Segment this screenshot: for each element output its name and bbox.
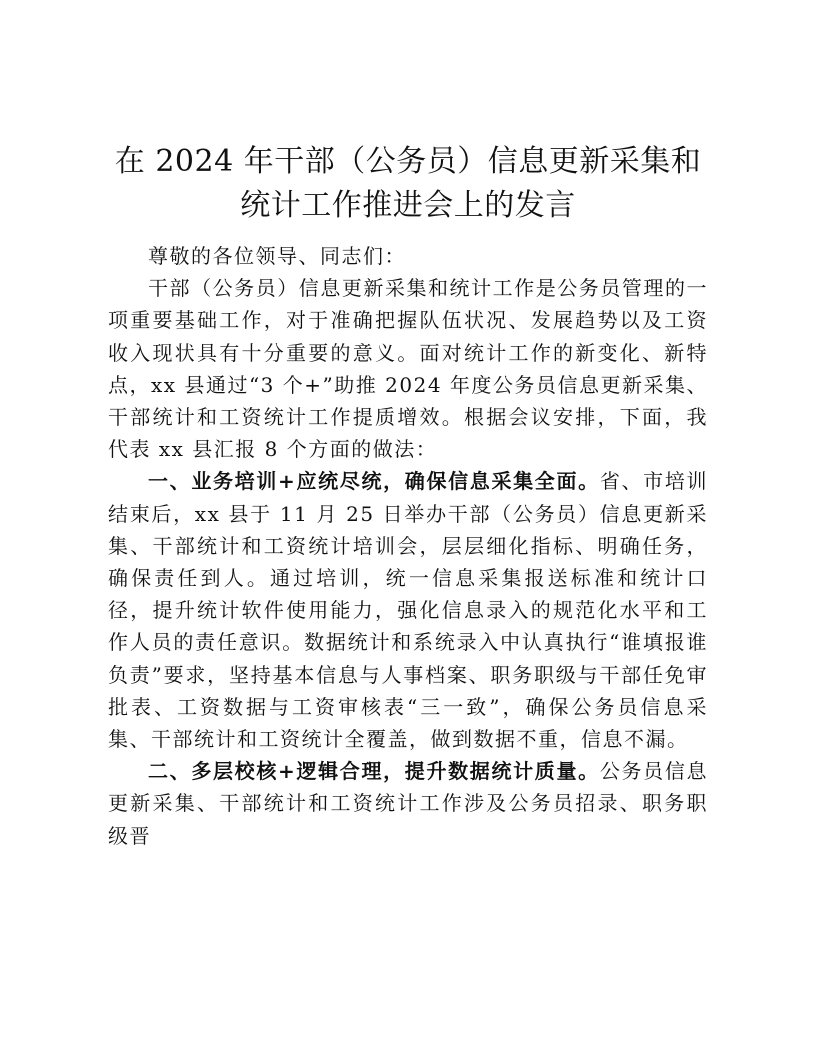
section-paragraph-2 — [108, 755, 708, 852]
section-paragraph-1 — [108, 465, 708, 755]
section-text-2: 公务员信息更新采集、干部统计和工资统计工作涉及公务员招录、职务职级晋 — [108, 759, 709, 848]
section-text-1: 省、市培训结束后，xx 县于 11 月 25 日举办干部（公务员）信息更新采集、干部统计和工资统计培训会，层层细化指标、明确任务，确保责任到人。通过培训，统一信息采集报送标准和统计口径，提升统计软件使用能力，强化信息录入的规范化水平和工作人员的责任意识。数据统计和系统录入中认真执行“谁填报谁负责”要求，坚持基本信息与人事档案、职务职级与干部任免审批表、工资数据与工资审核表“三一致”，确保公务员信息采集、干部统计和工资统计全覆盖，做到数据不重，信息不漏。 — [108, 469, 709, 752]
document-body — [108, 240, 708, 852]
section-heading-2: 二、多层校核+逻辑合理，提升数据统计质量。 — [148, 759, 600, 784]
salutation: 尊敬的各位领导、同志们： — [148, 244, 406, 268]
intro-paragraph: 干部（公务员）信息更新采集和统计工作是公务员管理的一项重要基础工作，对于准确把握队伍状况、发展趋势以及工资收入现状具有十分重要的意义。面对统计工作的新变化、新特点，xx 县通过“3 个+”助推 2024 年度公务员信息更新采集、干部统计和工资统计工作提质增效。根据会议安排，下面，我代表 xx 县汇报 8 个方面的做法： — [108, 276, 708, 462]
document-title: 在 2024 年干部（公务员）信息更新采集和统计工作推进会上的发言 — [114, 144, 702, 223]
section-heading-1: 一、业务培训+应统尽统，确保信息采集全面。 — [148, 469, 600, 494]
